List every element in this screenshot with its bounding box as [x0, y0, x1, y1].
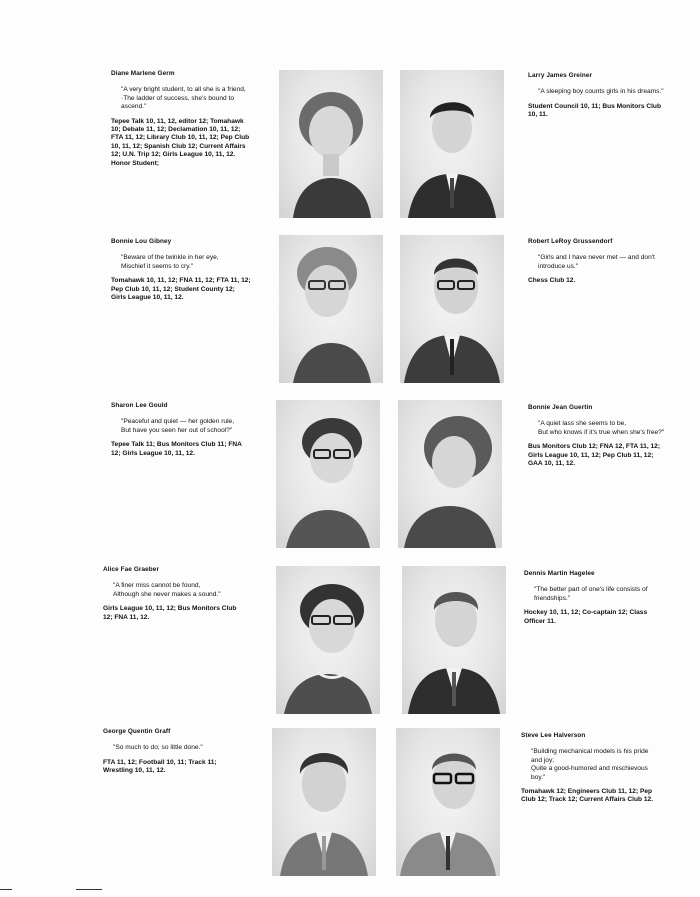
page-edge-mark — [76, 889, 102, 890]
student-activities: Chess Club 12. — [528, 277, 576, 285]
student-quote: "A quiet lass she seems to be, But who knows if it's true when she's free?" — [538, 420, 665, 436]
student-entry-gould — [111, 402, 251, 458]
student-entry-halverson — [521, 732, 661, 805]
portrait-photo-boy — [396, 728, 500, 876]
student-entry-graff — [103, 728, 243, 776]
student-quote: "Girls and I have never met — and don't introduce us." — [538, 254, 655, 270]
student-quote: "Building mechanical models is his pride and joy; Quite a good-humored and mischievous boy." — [531, 748, 649, 781]
portrait-photo-girl — [398, 400, 502, 548]
student-quote: "Peaceful and quiet — her golden rule, But have you seen her out of school?" — [121, 418, 235, 434]
portrait-photo-girl — [276, 400, 380, 548]
student-activities: Bus Monitors Club 12; FNA 12, FTA 11, 12; Girls League 10, 11, 12; Pep Club 11, 12; GAA 10, 11, 12. — [528, 443, 661, 468]
page-edge-mark — [0, 889, 12, 890]
student-name: Larry James Greiner — [528, 72, 593, 79]
student-name: Alice Fae Graeber — [103, 566, 160, 573]
student-activities: Girls League 10, 11, 12; Bus Monitors Club 12; FNA 11, 12. — [103, 605, 237, 621]
portrait-photo-boy — [400, 70, 504, 218]
student-name: Dennis Martin Hagelee — [524, 570, 595, 577]
student-quote: "The better part of one's life consists of friendships." — [534, 586, 648, 602]
student-name: George Quentin Graff — [103, 728, 171, 735]
student-name: Bonnie Lou Gibney — [111, 238, 172, 245]
student-activities: Tomahawk 12; Engineers Club 11, 12; Pep Club 12; Track 12; Current Affairs Club 12. — [521, 788, 654, 804]
student-name: Diane Marlene Germ — [111, 70, 175, 77]
student-name: Steve Lee Halverson — [521, 732, 586, 739]
student-activities: Tomahawk 10, 11, 12; FNA 11, 12; FTA 11, 12; Pep Club 10, 11, 12; Student County 12; Girls League 10, 11, 12. — [111, 277, 251, 302]
student-quote: "Beware of the twinkle in her eye, Mischief it seems to cry." — [121, 254, 219, 270]
student-quote: "So much to do; so little done." — [113, 744, 203, 752]
portrait-photo-girl — [279, 235, 383, 383]
student-activities: FTA 11, 12; Football 10, 11; Track 11; Wrestling 10, 11, 12. — [103, 758, 217, 775]
portrait-photo-boy — [400, 235, 504, 383]
student-quote: "A sleeping boy counts girls in his dreams." — [538, 88, 664, 96]
student-entry-grussendorf — [528, 238, 668, 286]
student-quote: "A finer miss cannot be found, Although she never makes a sound." — [113, 582, 221, 598]
student-entry-greiner — [528, 72, 668, 120]
portrait-photo-boy — [402, 566, 506, 714]
student-activities: Tepee Talk 11; Bus Monitors Club 11; FNA 12; Girls League 10, 11, 12. — [111, 441, 242, 457]
student-quote: "A very bright student, to all she is a friend, ·The ladder of success, she's bound to ascend." — [121, 86, 246, 111]
portrait-photo-girl — [279, 70, 383, 218]
student-entry-germ — [111, 70, 251, 168]
student-activities: Tepee Talk 10, 11, 12, editor 12; Tomahawk 10; Debate 11, 12; Declamation 10, 11, 12; FTA 11, 12; Library Club 10, 11, 12; Pep Club 10, 11, 12; Spanish Club 12; Current Affairs 12; U.N. Trip 12; Girls League 10, 11, 12. Honor Student; — [111, 117, 250, 167]
student-activities: Hockey 10, 11, 12; Co-captain 12; Class Officer 11. — [524, 609, 648, 625]
student-name: Bonnie Jean Guertin — [528, 404, 593, 411]
portrait-photo-girl — [276, 566, 380, 714]
portrait-photo-boy — [272, 728, 376, 876]
student-name: Sharon Lee Gould — [111, 402, 168, 409]
student-entry-gibney — [111, 238, 251, 302]
student-name: Robert LeRoy Grussendorf — [528, 238, 613, 245]
student-entry-guertin — [528, 404, 668, 468]
student-activities: Student Council 10, 11; Bus Monitors Club 10, 11. — [528, 102, 661, 119]
student-entry-graeber — [103, 566, 243, 622]
student-entry-hagelee — [524, 570, 664, 626]
